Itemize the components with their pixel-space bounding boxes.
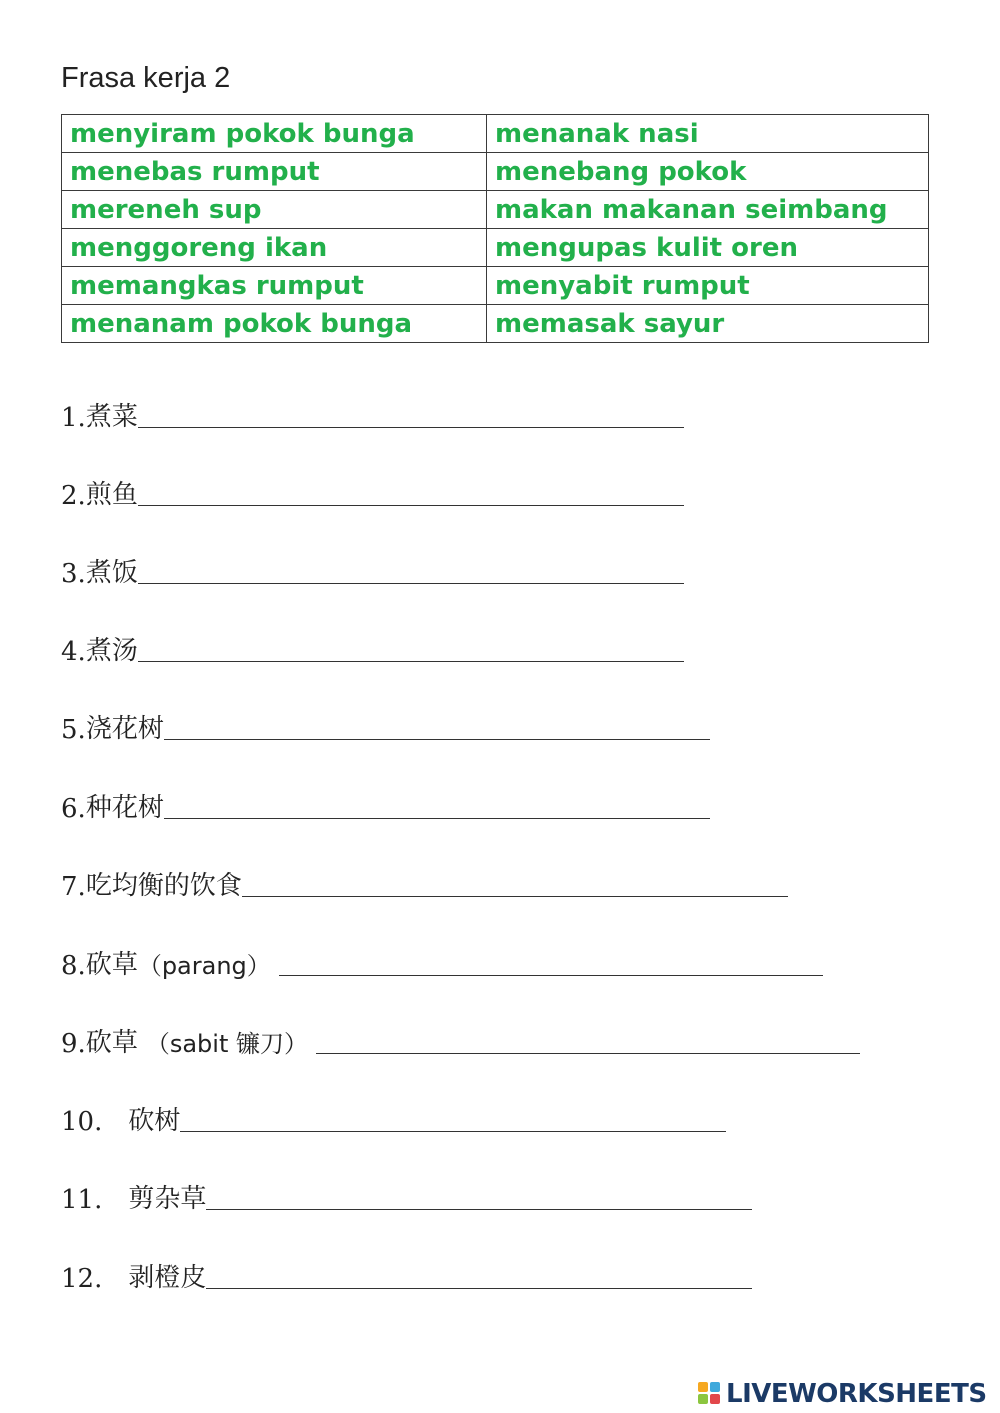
table-row <box>62 267 929 305</box>
question-4 <box>61 627 684 667</box>
question-number: 6. <box>61 794 86 824</box>
question-number: 12. <box>61 1264 103 1294</box>
question-10 <box>61 1097 726 1137</box>
question-2 <box>61 471 684 511</box>
question-prompt: 煎鱼 <box>85 480 138 510</box>
question-number: 8. <box>61 951 86 981</box>
answer-blank[interactable] <box>138 661 684 662</box>
table-row <box>62 115 929 153</box>
answer-blank[interactable] <box>138 505 684 506</box>
question-prompt: 砍树 <box>128 1106 181 1136</box>
question-note: （parang） <box>137 952 271 980</box>
table-row <box>62 153 929 191</box>
answer-blank[interactable] <box>316 1053 860 1054</box>
question-number: 11. <box>61 1185 103 1215</box>
answer-blank[interactable] <box>206 1288 752 1289</box>
question-number: 1. <box>61 403 86 433</box>
answer-blank[interactable] <box>138 427 684 428</box>
answer-blank[interactable] <box>138 583 684 584</box>
question-11 <box>61 1175 752 1215</box>
answer-blank[interactable] <box>242 896 788 897</box>
question-prompt: 浇花树 <box>85 714 164 744</box>
answer-blank[interactable] <box>180 1131 726 1132</box>
phrase-cell: menyabit rumput <box>487 267 929 305</box>
phrase-cell: memasak sayur <box>487 305 929 343</box>
question-1 <box>61 393 684 433</box>
table-row <box>62 229 929 267</box>
question-number: 2. <box>61 481 86 511</box>
question-prompt: 剪杂草 <box>128 1184 207 1214</box>
phrase-table <box>61 114 929 343</box>
question-prompt: 吃均衡的饮食 <box>85 871 242 901</box>
question-number: 3. <box>61 559 86 589</box>
answer-blank[interactable] <box>164 739 710 740</box>
question-12 <box>61 1254 752 1294</box>
liveworksheets-watermark <box>698 1378 987 1410</box>
phrase-cell: menanam pokok bunga <box>62 305 487 343</box>
question-prompt: 砍草 <box>85 1028 138 1058</box>
question-prompt: 砍草 <box>85 950 138 980</box>
table-row <box>62 305 929 343</box>
phrase-cell: menebas rumput <box>62 153 487 191</box>
phrase-cell: mengupas kulit oren <box>487 229 929 267</box>
question-prompt: 种花树 <box>85 793 164 823</box>
question-prompt: 煮饭 <box>85 558 138 588</box>
worksheet-title: Frasa kerja 2 <box>61 62 231 94</box>
question-9 <box>61 1019 860 1059</box>
answer-blank[interactable] <box>279 975 823 976</box>
question-number: 10. <box>61 1107 103 1137</box>
question-5 <box>61 705 710 745</box>
question-8 <box>61 941 823 981</box>
question-number: 4. <box>61 637 86 667</box>
question-prompt: 煮汤 <box>85 636 138 666</box>
question-number: 7. <box>61 872 86 902</box>
question-prompt: 煮菜 <box>85 402 138 432</box>
answer-blank[interactable] <box>164 818 710 819</box>
answer-blank[interactable] <box>206 1209 752 1210</box>
question-7 <box>61 862 788 902</box>
phrase-cell: menyiram pokok bunga <box>62 115 487 153</box>
phrase-cell: memangkas rumput <box>62 267 487 305</box>
question-3 <box>61 549 684 589</box>
question-number: 9. <box>61 1029 86 1059</box>
phrase-cell: menebang pokok <box>487 153 929 191</box>
question-6 <box>61 784 710 824</box>
table-row <box>62 191 929 229</box>
phrase-cell: makan makanan seimbang <box>487 191 929 229</box>
liveworksheets-logo-icon <box>698 1382 722 1406</box>
phrase-cell: menanak nasi <box>487 115 929 153</box>
question-number: 5. <box>61 715 86 745</box>
watermark-text: LIVEWORKSHEETS <box>726 1379 987 1409</box>
question-note: （sabit 镰刀） <box>145 1030 308 1058</box>
question-prompt: 剥橙皮 <box>128 1263 207 1293</box>
phrase-cell: mereneh sup <box>62 191 487 229</box>
phrase-cell: menggoreng ikan <box>62 229 487 267</box>
